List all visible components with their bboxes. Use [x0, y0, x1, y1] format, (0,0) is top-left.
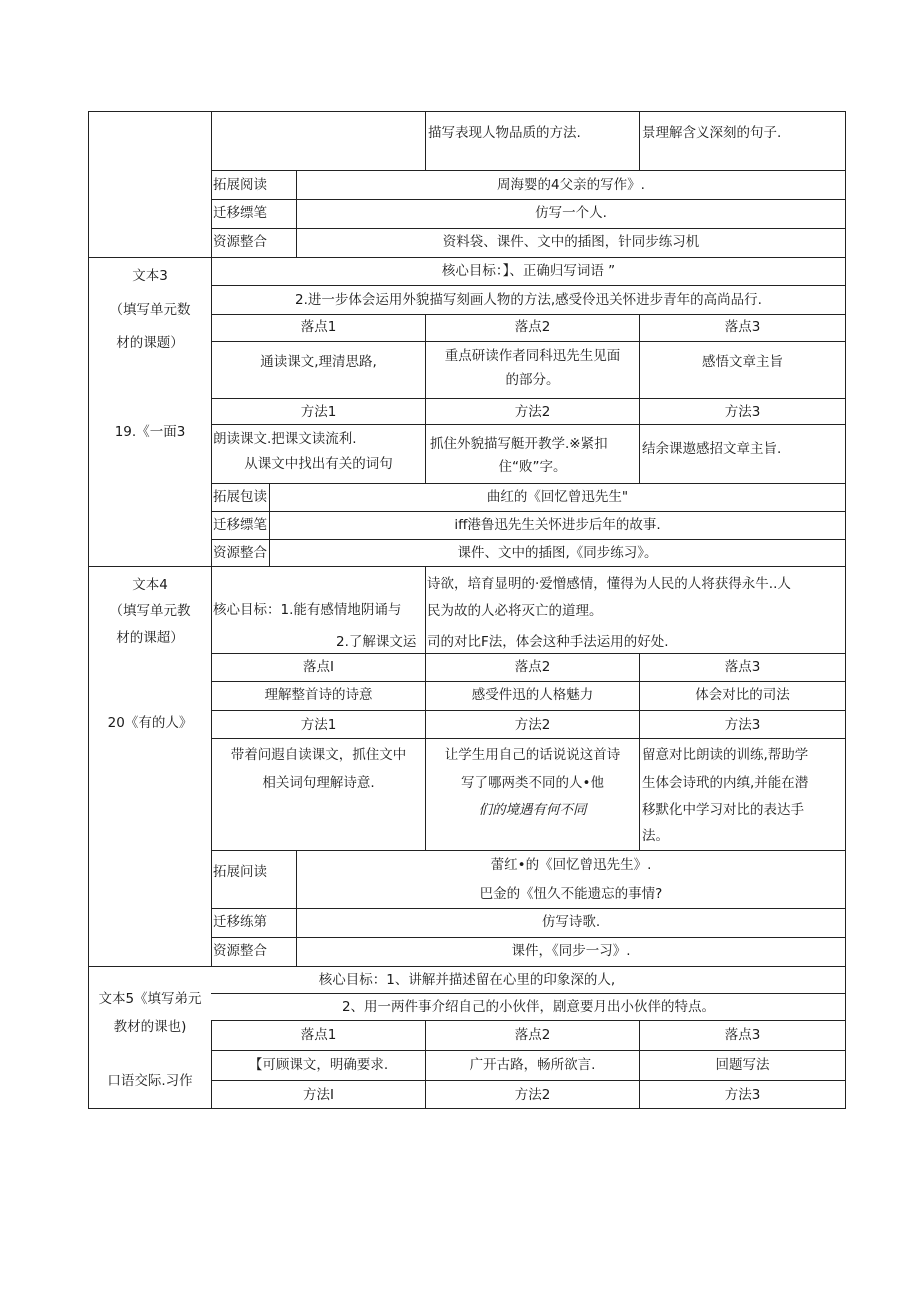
method-text: 从课文中找出有关的词句 — [244, 456, 393, 472]
row-line — [211, 850, 846, 851]
row-line — [211, 539, 846, 540]
point-text: 的部分。 — [505, 372, 560, 388]
method-header: 方法1 — [300, 717, 337, 733]
extended-reading-value: 曲红的《回忆曾迅先生" — [486, 489, 629, 505]
table-right-border — [845, 111, 846, 1109]
point-header: 落点3 — [724, 319, 761, 335]
extended-reading-label: 拓展阅读 — [213, 177, 267, 193]
row-line — [211, 1050, 846, 1051]
table-top-border — [88, 111, 846, 112]
method-header: 方法2 — [514, 1087, 551, 1103]
core-goal: 诗欲，培育显明的·爱憎感情，懂得为人民的人将获得永牛..人 — [427, 576, 791, 592]
method-text: 留意对比朗读的训练,帮助学 — [642, 747, 809, 763]
method-text: 写了哪两类不同的人•他 — [461, 775, 604, 791]
method-text: 生体会诗玳的内缜,并能在潜 — [642, 775, 809, 791]
row-line — [211, 199, 846, 200]
core-goal: 核心目标：】、正确归写词语 ” — [441, 263, 616, 279]
transfer-writing-label: 迁移练第 — [213, 914, 267, 930]
text-label: 文本4 — [132, 577, 168, 593]
resource-value: 课件，《同步一习》. — [511, 943, 631, 959]
method-text: 抓住外貌描写艇开教学.※紧扣 — [430, 436, 608, 452]
row-line — [211, 738, 846, 739]
resource-value: 资料袋、课件、文中的插图，针同步练习机 — [442, 234, 700, 250]
row-line — [211, 170, 846, 171]
row-line — [211, 710, 846, 711]
table-bottom-border — [88, 1108, 846, 1109]
core-goal: 核心目标：1、讲解并描述留在心里的印象深的人, — [318, 972, 616, 988]
point-header: 落点3 — [724, 1027, 761, 1043]
row-line — [211, 314, 846, 315]
row-line — [211, 398, 846, 399]
core-goal: 民为故的人必将灭亡的道理。 — [427, 603, 603, 619]
point-header: 落点I — [303, 659, 334, 675]
row-line — [211, 993, 846, 994]
point-header: 落点2 — [514, 1027, 551, 1043]
method-text: 移默化中学习对比的表达手 — [642, 802, 804, 818]
block-separator — [88, 566, 846, 567]
col-line — [425, 566, 426, 654]
point-header: 落点2 — [514, 659, 551, 675]
row-line — [211, 424, 846, 425]
method-header: 方法2 — [514, 404, 551, 420]
method-header: 方法I — [303, 1087, 334, 1103]
row-line — [211, 228, 846, 229]
resource-label: 资源整合 — [213, 545, 267, 561]
method-text: 们的境遇有何不同 — [478, 802, 587, 818]
extended-reading-value: 巴金的《忸久不能遗忘的事情? — [479, 886, 663, 902]
point-text: 理解整首诗的诗意 — [264, 687, 373, 703]
text-label: 文本5《填写弟元 — [98, 991, 202, 1007]
row-line — [211, 483, 846, 484]
resource-label: 资源整合 — [213, 943, 267, 959]
text-label: 教材的课也) — [113, 1019, 187, 1035]
text-note: 材的课题） — [116, 335, 184, 351]
point-text: 【可顾课文，明确要求. — [248, 1057, 389, 1073]
point-text: 通读课文,理清思路, — [260, 354, 377, 370]
method-text: 法。 — [642, 828, 669, 844]
extended-reading-value: 蕾红•的《回忆曾迅先生》. — [490, 857, 652, 873]
row-line — [211, 341, 846, 342]
transfer-writing-value: 仿写诗歌. — [541, 914, 601, 930]
row-line — [211, 653, 846, 654]
col-line — [639, 653, 640, 851]
col-line — [639, 314, 640, 484]
lesson-title: 口语交际.习作 — [107, 1073, 193, 1089]
core-goal: 核心目标：1.能有感情地阴诵与 — [213, 602, 402, 618]
extended-reading-label: 拓展包读 — [213, 489, 267, 505]
point-header: 落点1 — [300, 319, 337, 335]
method-header: 方法2 — [514, 717, 551, 733]
point-text: 感受件迅的人格魅力 — [471, 687, 594, 703]
text-note: 材的课超） — [116, 630, 184, 646]
row-line — [211, 908, 846, 909]
row-line — [211, 937, 846, 938]
transfer-writing-value: iff港鲁迅先生关怀进步后年的故事. — [454, 517, 661, 533]
col-line — [639, 111, 640, 171]
col-line — [425, 111, 426, 171]
resource-label: 资源整合 — [213, 234, 267, 250]
transfer-writing-label: 迁移缥笔 — [213, 517, 267, 533]
method-text: 朗读课文.把课文读流利. — [213, 431, 357, 447]
core-goal: 2.了解课文运 — [336, 634, 417, 650]
method-text: 带着问遐自读课文，抓住文中 — [230, 747, 407, 763]
method-header: 方法3 — [724, 1087, 761, 1103]
method-header: 方法3 — [724, 404, 761, 420]
row-line — [211, 681, 846, 682]
point-text: 感悟文章主旨 — [702, 354, 783, 370]
block-separator — [88, 257, 846, 258]
method-text: 让学生用自己的话说说这首诗 — [444, 747, 621, 763]
method-text: 住“败”字。 — [498, 459, 567, 475]
method-3-text: 景理解含义深刻的句子. — [642, 125, 782, 141]
point-text: 广开古路，畅所欲言. — [469, 1057, 596, 1073]
resource-value: 课件、文中的插图,《同步练习》。 — [457, 545, 658, 561]
block-separator — [88, 966, 846, 967]
row-line — [211, 1080, 846, 1081]
text-note: （填写单元数 — [109, 302, 191, 318]
core-goal: 司的对比F法，体会这种手法运用的好处. — [427, 634, 669, 650]
row-line — [211, 285, 846, 286]
point-text: 体会对比的司法 — [695, 687, 790, 703]
lesson-title: 20《有的人》 — [107, 715, 193, 731]
core-goal: 2、用一两件事介绍自己的小伙伴，剧意要月出小伙伴的特点。 — [341, 999, 716, 1015]
point-header: 落点3 — [724, 659, 761, 675]
method-header: 方法3 — [724, 717, 761, 733]
text-note: （填写单元教 — [109, 603, 191, 619]
row-line — [211, 511, 846, 512]
extended-reading-label: 拓展问读 — [213, 864, 267, 880]
method-text: 结余课遨感招文章主旨. — [642, 441, 782, 457]
transfer-writing-value: 仿写一个人. — [535, 205, 607, 221]
method-text: 相关词句理解诗意. — [262, 775, 375, 791]
transfer-writing-label: 迁移缥笔 — [213, 205, 267, 221]
extended-reading-value: 周海婴的4父亲的写作》. — [497, 177, 645, 193]
lesson-title: 19.《一面3 — [114, 424, 186, 440]
point-header: 落点1 — [300, 1027, 337, 1043]
text-label: 文本3 — [132, 268, 168, 284]
method-2-text: 描写表现人物品质的方法. — [428, 125, 581, 141]
point-text: 回题写法 — [715, 1057, 770, 1073]
point-text: 重点研读作者同科迅先生见面 — [444, 348, 621, 364]
method-header: 方法1 — [300, 404, 337, 420]
point-header: 落点2 — [514, 319, 551, 335]
row-line — [211, 1020, 846, 1021]
core-goal: 2.进一步体会运用外貌描写刻画人物的方法,感受伶迅关怀进步青年的高尚品行. — [295, 292, 762, 308]
